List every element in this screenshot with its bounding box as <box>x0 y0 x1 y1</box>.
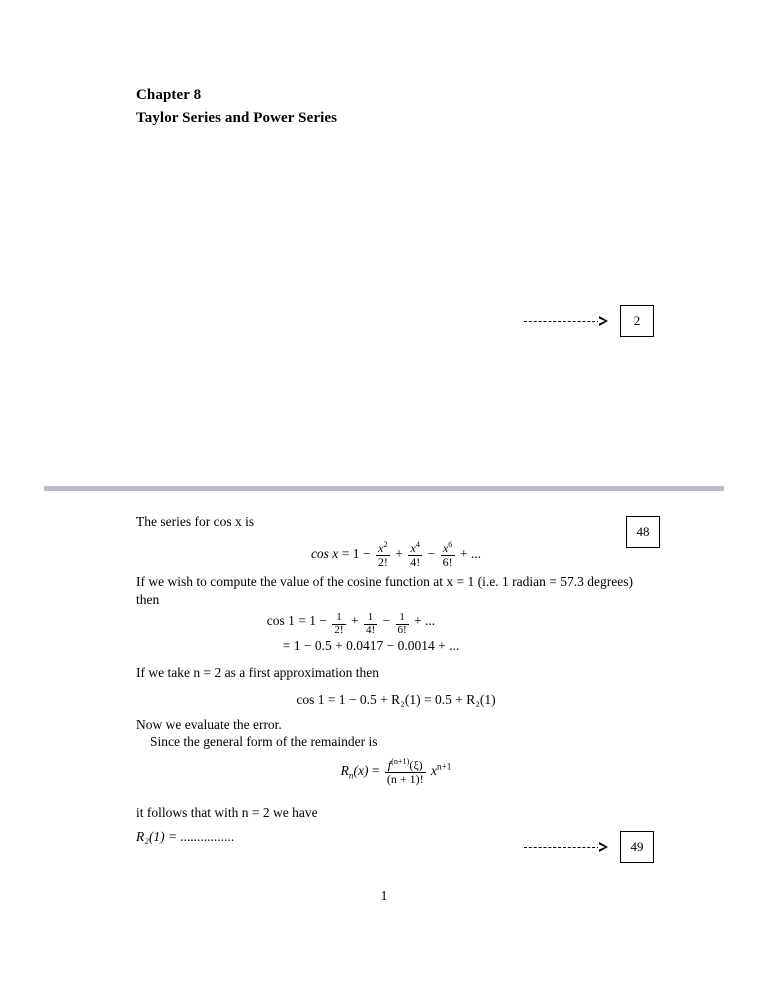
equation-cos1-line2 <box>136 638 606 654</box>
eq-tail: + ... <box>414 613 436 629</box>
eq-op-2: + <box>395 546 403 562</box>
eq-op-1: − <box>362 546 371 562</box>
fraction-x6-6fact: $\frac{x^6}{6!}$ <box>442 540 453 569</box>
eq-lhs: cos 1 <box>266 613 295 629</box>
eq-sign: = <box>298 613 306 629</box>
eq-numeric-expansion: = 1 − 0.5 + 0.0417 − 0.0014 + ... <box>282 638 460 653</box>
eq-R: R <box>340 763 349 779</box>
eq-op-3: − <box>382 613 391 629</box>
eq-arg: (x) <box>353 763 369 779</box>
dashed-line <box>524 847 600 848</box>
slide-number-box: 2 <box>620 305 654 337</box>
text-line-approximation: If we take n = 2 as a first approximation then <box>136 665 380 680</box>
fraction-x2-2fact: $\frac{x^2}{2!}$ <box>377 540 388 569</box>
text-line-compute-a: If we wish to compute the value of the cosine function at x = 1 (i.e. 1 radian = 57.3 degrees) <box>136 574 633 589</box>
eq-op-1: − <box>319 613 328 629</box>
eq-op-2: + <box>350 613 359 629</box>
chapter-heading <box>136 84 337 131</box>
dashed-line <box>524 321 600 322</box>
text-line-series-intro: The series for cos x is <box>136 514 255 529</box>
equation-cos-series <box>136 541 656 568</box>
fraction-remainder: $\frac{f^{(n+1)}(\xi)}{(n + 1)!}$ <box>386 757 424 786</box>
chapter-title: Taylor Series and Power Series <box>136 110 338 127</box>
text-line-evaluate-error: Now we evaluate the error. <box>136 717 282 732</box>
eq-lhs: cos x <box>310 546 339 562</box>
eq-sign: = <box>341 546 350 562</box>
chapter-label: Chapter 8 <box>136 87 202 103</box>
slide-number-box-48: 48 <box>626 516 660 548</box>
eq-tail: + ... <box>459 546 482 562</box>
eq-term-0: 1 <box>309 613 317 629</box>
arrow-head-icon <box>599 842 608 852</box>
eq-op-3: − <box>427 546 436 562</box>
slide-marker-2 <box>524 306 654 336</box>
fraction-1-6fact: $\frac{1}{6!}$ <box>397 611 407 636</box>
eq-sign: = <box>371 763 380 779</box>
text-paragraph-compute <box>136 573 636 609</box>
text-line-general-remainder: Since the general form of the remainder is <box>150 734 378 749</box>
text-line-result-blank: R₂(1) = ................ <box>136 829 235 844</box>
equation-approximation: cos 1 = 1 − 0.5 + R₂(1) = 0.5 + R₂(1) <box>296 692 496 707</box>
slide-marker-49 <box>524 832 654 862</box>
eq-term-0: 1 <box>352 546 360 562</box>
equation-cos1-line1 <box>136 612 566 636</box>
slide-number-box: 49 <box>620 831 654 863</box>
fraction-x4-4fact: $\frac{x^4}{4!}$ <box>410 540 421 569</box>
arrow-head-icon <box>599 316 608 326</box>
text-line-compute-b: then <box>136 592 160 608</box>
fraction-1-4fact: $\frac{1}{4!}$ <box>365 611 376 636</box>
eq-x: x <box>430 763 437 779</box>
fraction-1-2fact: $\frac{1}{2!}$ <box>334 611 344 636</box>
page-number: 1 <box>380 888 388 903</box>
text-line-follows: it follows that with n = 2 we have <box>136 805 318 820</box>
horizontal-rule <box>44 486 724 491</box>
equation-remainder: $R_n(x)$ = $\frac{f^{(n+1)}(\xi)}{(n + 1)!}$ $x^{n+1}$ <box>340 757 452 786</box>
